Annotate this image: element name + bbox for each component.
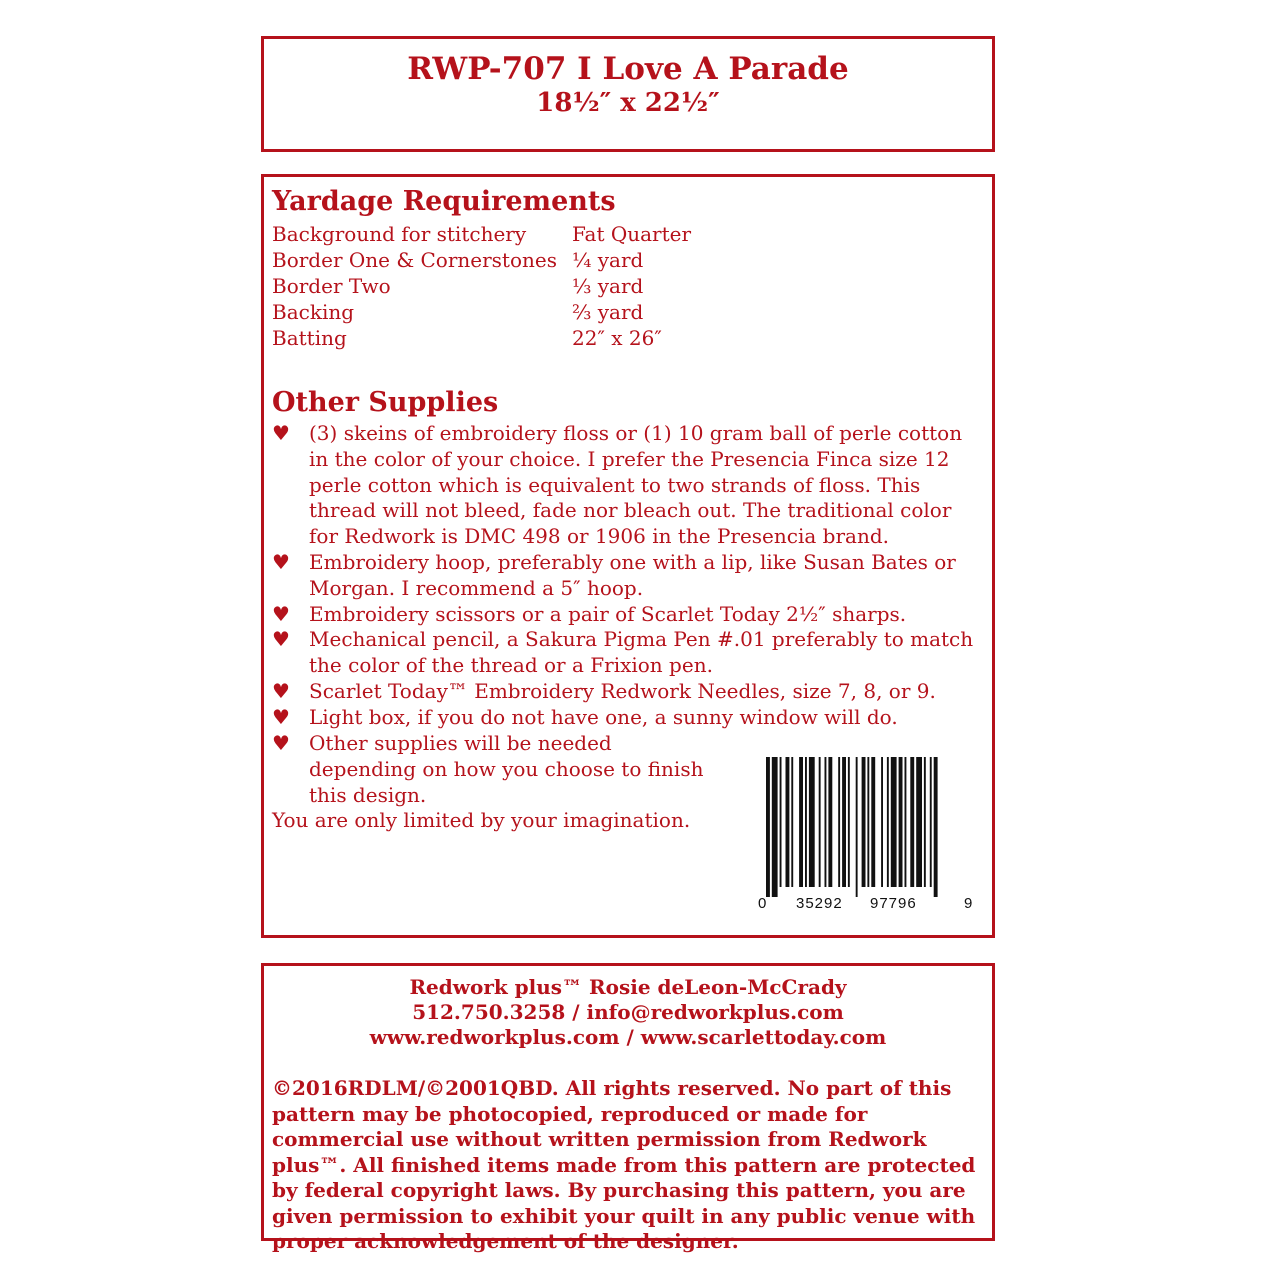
supply-text: Mechanical pencil, a Sakura Pigma Pen #.01 preferably to match the color of the thread or a Frixion pen. <box>309 627 974 677</box>
title-box <box>261 36 995 152</box>
supply-item <box>272 602 986 628</box>
brand-line: Redwork plus™ Rosie deLeon-McCrady <box>409 975 847 999</box>
barcode-digits-group2: 97796 <box>870 895 917 912</box>
barcode-bar <box>791 757 793 887</box>
heart-bullet-icon: ♥ <box>272 550 290 574</box>
barcode-bar <box>924 757 926 887</box>
barcode-bar <box>809 757 815 887</box>
supply-text: Light box, if you do not have one, a sunny window will do. <box>309 705 898 729</box>
supply-item <box>272 550 986 602</box>
supply-text: Scarlet Today™ Embroidery Redwork Needles, size 7, 8, or 9. <box>309 679 936 703</box>
barcode-bar <box>805 757 807 887</box>
websites[interactable]: www.redworkplus.com / www.scarlettoday.com <box>369 1025 887 1049</box>
barcode-bar <box>910 757 914 887</box>
supplies-heading: Other Supplies <box>272 387 499 418</box>
barcode-bars-icon <box>758 757 978 897</box>
supply-item <box>272 627 986 679</box>
contact-box <box>261 963 995 1253</box>
barcode-bar <box>819 757 821 887</box>
yardage-row <box>272 247 644 273</box>
copyright-notice: ©2016RDLM/©2001QBD. All rights reserved. No part of this pattern may be photocopied, reproduced or made for commercial use without written permission from Redwork plus™. All finished items made from this pattern are protected by federal copyright laws. By purchasing this pattern, you are given permission to exhibit your quilt in any public venue with proper acknowledgement of the designer. <box>272 1076 976 1253</box>
supply-text: (3) skeins of embroidery floss or (1) 10 gram ball of perle cotton in the color of your choice. I prefer the Presencia Finca size 12 perle cotton which is equivalent to two strands of floss. This thread will not bleed, fade nor bleach out. The traditional color for Redwork is DMC 498 or 1906 in the Presencia brand. <box>309 421 963 549</box>
barcode-bar <box>891 757 897 887</box>
yardage-amount: 22″ x 26″ <box>572 326 662 350</box>
barcode-bar <box>881 757 883 887</box>
pattern-title: RWP-707 I Love A Parade <box>407 51 849 87</box>
yardage-row <box>272 299 644 325</box>
barcode-digit-right: 9 <box>964 895 974 912</box>
barcode-bar <box>786 757 790 887</box>
pattern-size: 18½″ x 22½″ <box>536 88 720 118</box>
heart-bullet-icon: ♥ <box>272 421 290 445</box>
yardage-item: Border One & Cornerstones <box>272 248 557 272</box>
heart-bullet-icon: ♥ <box>272 705 290 729</box>
supply-text: Embroidery hoop, preferably one with a lip, like Susan Bates or Morgan. I recommend a 5″ hoop. <box>309 550 956 600</box>
barcode-bar <box>825 757 827 887</box>
barcode-bar <box>780 757 782 887</box>
barcode-digits-group1: 35292 <box>796 895 843 912</box>
yardage-row <box>272 325 662 351</box>
yardage-item: Border Two <box>272 274 391 298</box>
heart-bullet-icon: ♥ <box>272 602 290 626</box>
closing-note: You are only limited by your imagination. <box>272 808 691 832</box>
barcode-bar <box>934 757 938 897</box>
supply-item <box>272 679 986 705</box>
barcode-bar <box>916 757 922 887</box>
supply-text: Embroidery scissors or a pair of Scarlet Today 2½″ sharps. <box>309 602 907 626</box>
barcode <box>758 757 978 917</box>
barcode-bar <box>828 757 832 887</box>
barcode-bar <box>867 757 869 887</box>
phone-email[interactable]: 512.750.3258 / info@redworkplus.com <box>412 1000 844 1024</box>
barcode-bar <box>899 757 903 887</box>
barcode-bar <box>799 757 803 887</box>
yardage-row <box>272 273 644 299</box>
heart-bullet-icon: ♥ <box>272 731 290 755</box>
barcode-bar <box>772 757 778 897</box>
barcode-bar <box>871 757 875 887</box>
barcode-bar <box>766 757 770 897</box>
yardage-heading: Yardage Requirements <box>272 186 616 217</box>
barcode-bar <box>838 757 840 887</box>
yardage-row <box>272 221 692 247</box>
yardage-item: Batting <box>272 326 347 350</box>
yardage-amount: ¼ yard <box>572 248 644 272</box>
supply-item <box>272 421 986 550</box>
barcode-digit-left: 0 <box>758 895 768 912</box>
heart-bullet-icon: ♥ <box>272 627 290 651</box>
supply-item <box>272 731 722 808</box>
yardage-amount: Fat Quarter <box>572 222 692 246</box>
supply-item <box>272 705 986 731</box>
barcode-bar <box>862 757 866 887</box>
requirements-box <box>261 174 995 938</box>
supply-text: Other supplies will be needed depending on how you choose to finish this design. <box>309 731 704 807</box>
barcode-bar <box>887 757 889 887</box>
heart-bullet-icon: ♥ <box>272 679 290 703</box>
barcode-bar <box>930 757 932 887</box>
barcode-bar <box>848 757 850 887</box>
barcode-bar <box>856 757 858 897</box>
yardage-amount: ⅔ yard <box>572 300 644 324</box>
barcode-bar <box>905 757 907 887</box>
yardage-amount: ⅓ yard <box>572 274 644 298</box>
yardage-item: Background for stitchery <box>272 222 527 246</box>
yardage-item: Backing <box>272 300 355 324</box>
barcode-bar <box>842 757 846 887</box>
